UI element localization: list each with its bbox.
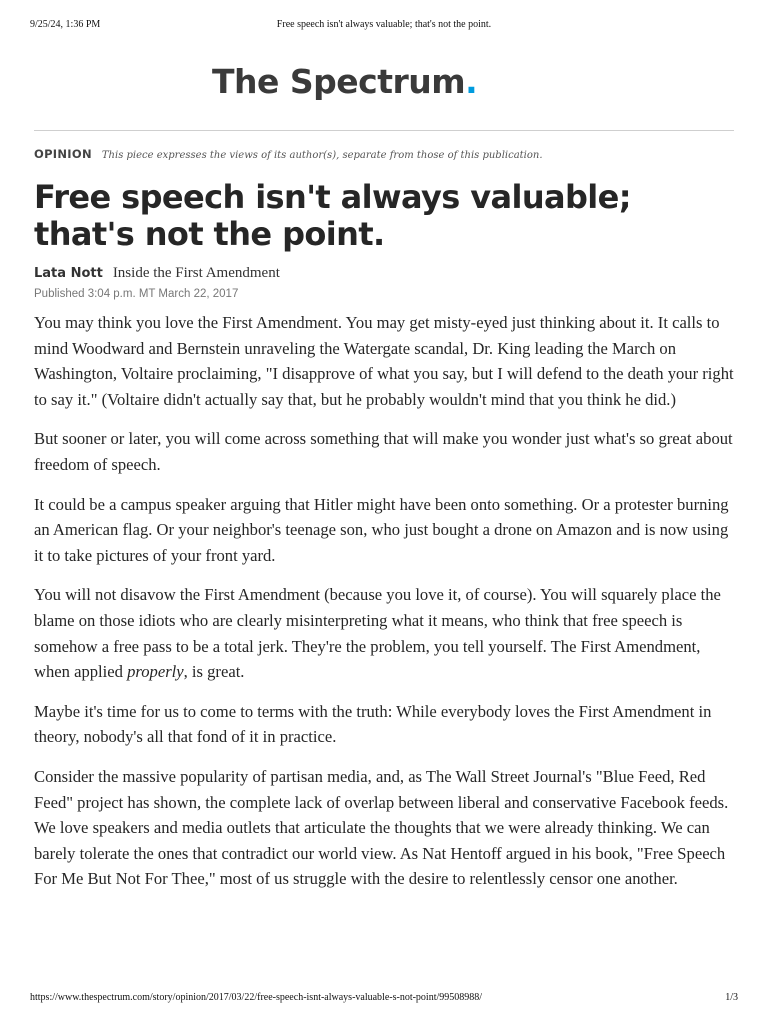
byline (34, 264, 280, 282)
masthead-logo[interactable] (212, 62, 477, 101)
author-name[interactable]: Lata Nott (34, 266, 103, 281)
print-header (30, 19, 738, 33)
print-footer (30, 992, 738, 1006)
paragraph-4-emphasis: properly (127, 662, 184, 682)
opinion-bar (34, 145, 734, 163)
article-body (34, 310, 738, 906)
print-timestamp: 9/25/24, 1:36 PM (30, 19, 101, 30)
published-date: Published 3:04 p.m. MT March 22, 2017 (34, 288, 239, 300)
masthead-dot: . (465, 62, 478, 101)
paragraph-4-text-end: , is great. (183, 662, 245, 682)
masthead-name: The Spectrum (212, 62, 466, 101)
paragraph-6: Consider the massive popularity of partisan media, and, as The Wall Street Journal's "Blue Feed, Red Feed" project has shown, the complete lack of overlap between liberal and conservative Facebook feeds. We love speakers and media outlets that articulate the thoughts that we were already thinking. We can barely tolerate the ones that contradict our world view. As Nat Hentoff argued in his book, "Free Speech For Me But Not For Thee," most of us struggle with the desire to relentlessly censor one another. (34, 766, 729, 889)
paragraph-2: But sooner or later, you will come across something that will make you wonder just what's so great about freedom of speech. (34, 429, 733, 474)
header-divider (34, 130, 734, 131)
opinion-disclaimer: This piece expresses the views of its author(s), separate from those of this publication. (101, 150, 543, 161)
paragraph-3: It could be a campus speaker arguing that Hitler might have been onto something. Or a protester burning an American flag. Or your neighbor's teenage son, who just bought a drone on Amazon and is now using it to take pictures of your front yard. (34, 494, 729, 565)
paragraph-4 (34, 582, 738, 684)
paragraph-5: Maybe it's time for us to come to terms with the truth: While everybody loves the First Amendment in theory, nobody's all that fond of it in practice. (34, 701, 712, 747)
paragraph-1: You may think you love the First Amendment. You may get misty-eyed just thinking about it. It calls to mind Woodward and Bernstein unraveling the Watergate scandal, Dr. King leading the March on Washington, Voltaire proclaiming, "I disapprove of what you say, but I will defend to the death your right to say it." (Voltaire didn't actually say that, but he probably wouldn't mind that you think he did.) (34, 313, 734, 409)
column-name: Inside the First Amendment (112, 265, 280, 281)
article-headline: Free speech isn't always valuable; that's not the point. (34, 178, 631, 253)
paragraph-4-text: You will not disavow the First Amendment (because you love it, of course). You will squarely place the blame on those idiots who are clearly misinterpreting what it means, who think that free speech is somehow a free pass to be a total jerk. They're the problem, you tell yourself. The First Amendment, when applied (34, 585, 721, 682)
print-url: https://www.thespectrum.com/story/opinion/2017/03/22/free-speech-isnt-always-valuable-s-not-point/99508988/ (30, 992, 483, 1003)
print-page-number: 1/3 (725, 992, 738, 1003)
print-document-title: Free speech isn't always valuable; that's not the point. (276, 19, 492, 30)
opinion-label: OPINION (34, 147, 92, 161)
